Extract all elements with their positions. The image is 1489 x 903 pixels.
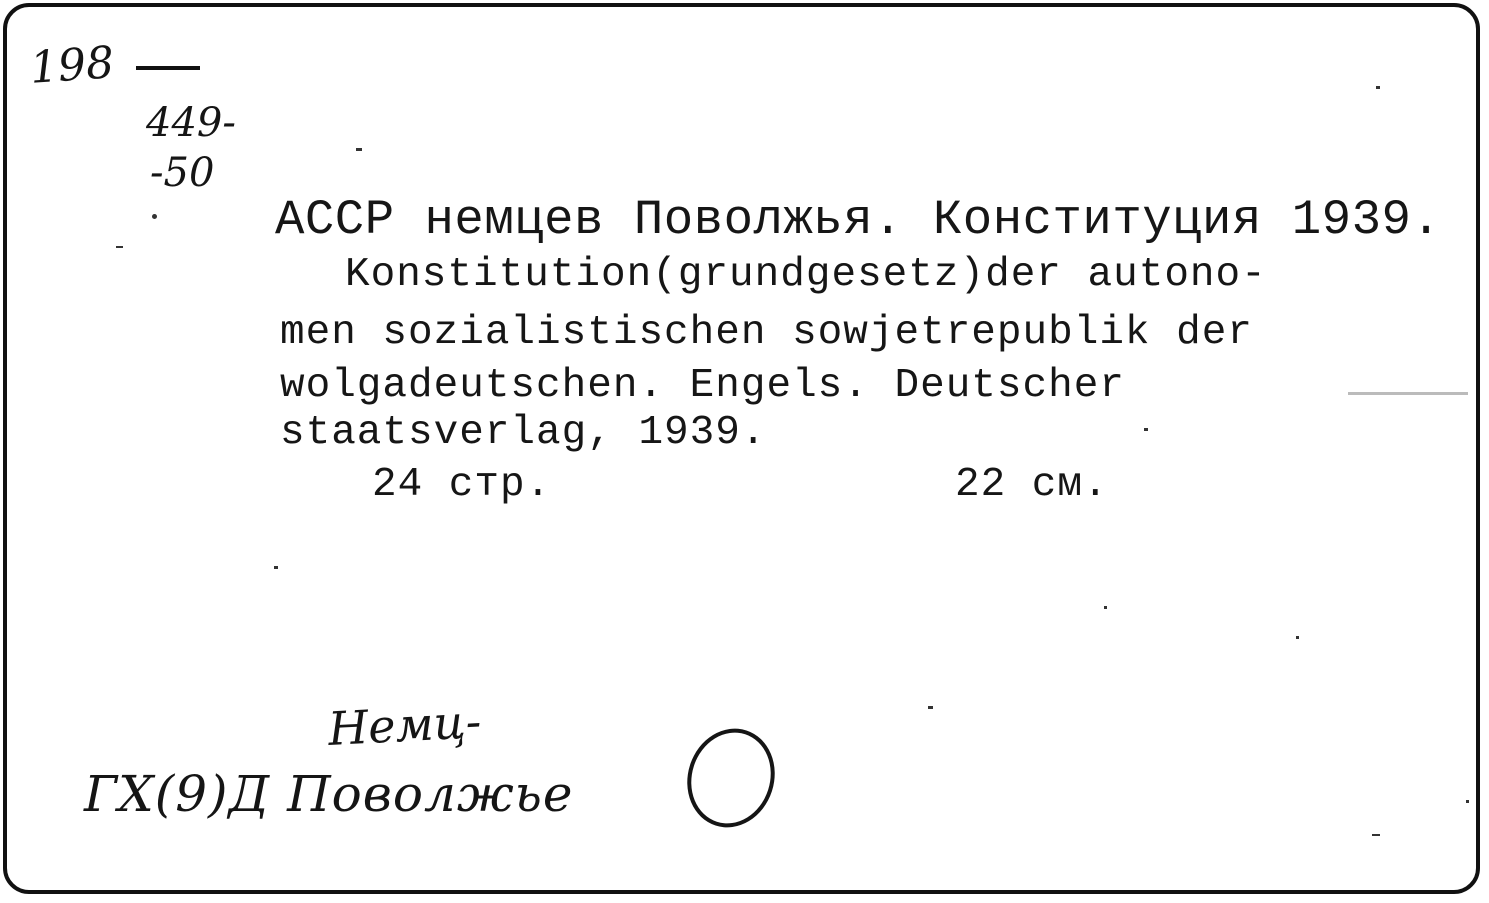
ink-speck bbox=[1104, 606, 1107, 609]
ink-speck bbox=[1466, 800, 1469, 803]
description-line-4: staatsverlag, 1939. bbox=[280, 410, 767, 456]
page-count: 24 стр. bbox=[372, 462, 552, 508]
ink-speck bbox=[274, 566, 278, 569]
call-number-middle: 449- bbox=[146, 100, 236, 146]
call-number-rule bbox=[136, 66, 200, 70]
ink-speck bbox=[1348, 392, 1468, 395]
ink-speck bbox=[152, 214, 157, 219]
ink-speck bbox=[1376, 86, 1380, 89]
call-number-bottom: -50 bbox=[150, 150, 215, 196]
description-line-2: men sozialistischen sowjetrepublik der bbox=[280, 310, 1253, 356]
subject-note-top: Немц- bbox=[326, 694, 483, 756]
ink-speck bbox=[1372, 834, 1380, 836]
subject-classification: ГХ(9)Д Поволжье bbox=[84, 765, 574, 823]
description-line-3: wolgadeutschen. Engels. Deutscher bbox=[280, 363, 1125, 409]
call-number-top: 198 bbox=[28, 37, 116, 94]
ink-speck bbox=[356, 148, 362, 151]
ink-speck bbox=[116, 246, 123, 248]
entry-heading: АССР немцев Поволжья. Конституция 1939. bbox=[275, 192, 1442, 248]
ink-speck bbox=[1296, 636, 1299, 639]
ink-speck bbox=[928, 706, 933, 709]
card-size: 22 см. bbox=[955, 462, 1109, 508]
ink-speck bbox=[1144, 428, 1148, 431]
description-line-1: Konstitution(grundgesetz)der autono- bbox=[345, 252, 1267, 298]
